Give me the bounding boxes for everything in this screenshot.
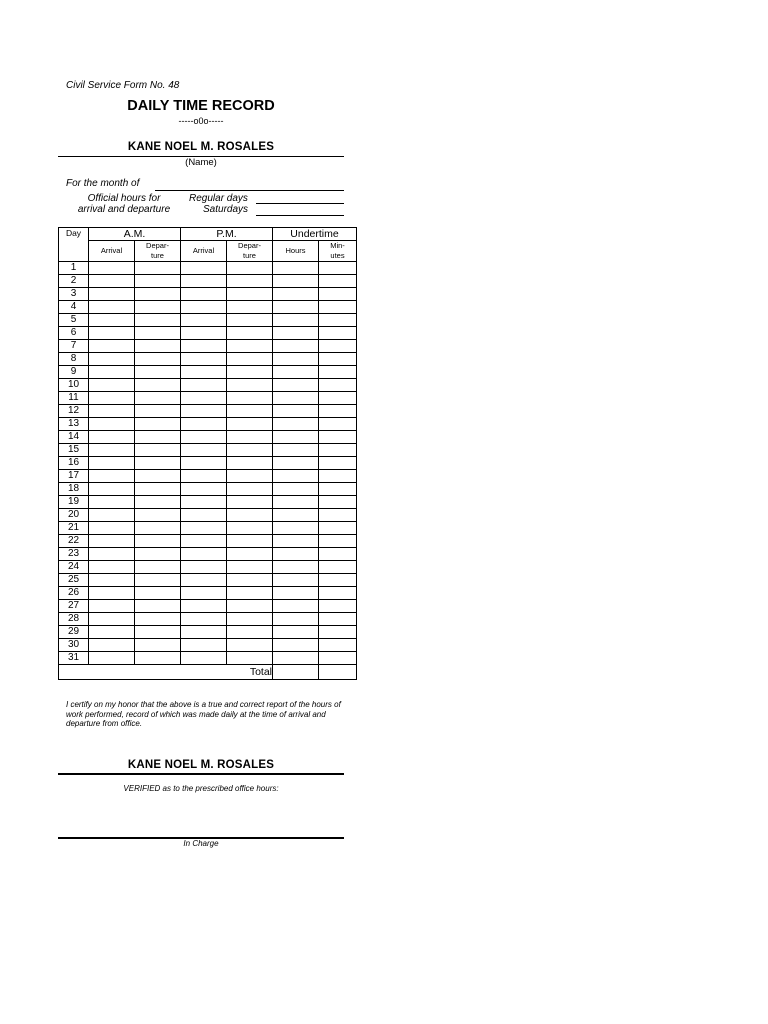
pm-arrival-cell[interactable] [181, 366, 227, 379]
day-number: 17 [59, 470, 89, 483]
am-arrival-cell[interactable] [89, 366, 135, 379]
day-number: 2 [59, 275, 89, 288]
am-departure-cell[interactable] [135, 353, 181, 366]
day-number: 12 [59, 405, 89, 418]
table-row [59, 444, 357, 457]
pm-arrival-cell[interactable] [181, 379, 227, 392]
pm-departure-cell[interactable] [227, 496, 273, 509]
table-row [59, 483, 357, 496]
am-departure-cell[interactable] [135, 366, 181, 379]
pm-departure-cell[interactable] [227, 353, 273, 366]
am-departure-cell[interactable] [135, 288, 181, 301]
table-row [59, 275, 357, 288]
pm-departure-cell[interactable] [227, 535, 273, 548]
pm-departure-cell[interactable] [227, 483, 273, 496]
day-number: 13 [59, 418, 89, 431]
undertime-hours-cell[interactable] [273, 444, 319, 457]
am-arrival-cell[interactable] [89, 639, 135, 652]
table-row [59, 392, 357, 405]
pm-arrival-cell[interactable] [181, 600, 227, 613]
total-hours-cell[interactable] [273, 665, 319, 680]
undertime-minutes-cell[interactable] [319, 457, 357, 470]
pm-arrival-cell[interactable] [181, 587, 227, 600]
am-arrival-cell[interactable] [89, 431, 135, 444]
pm-departure-cell[interactable] [227, 275, 273, 288]
am-departure-cell[interactable] [135, 327, 181, 340]
undertime-minutes-header: Min- utes [319, 241, 357, 262]
signature-line [58, 773, 344, 775]
day-number: 6 [59, 327, 89, 340]
undertime-minutes-cell[interactable] [319, 392, 357, 405]
am-departure-cell[interactable] [135, 613, 181, 626]
day-number: 28 [59, 613, 89, 626]
table-row [59, 574, 357, 587]
am-departure-cell[interactable] [135, 561, 181, 574]
table-row [59, 496, 357, 509]
am-arrival-cell[interactable] [89, 626, 135, 639]
undertime-minutes-cell[interactable] [319, 431, 357, 444]
am-arrival-cell[interactable] [89, 418, 135, 431]
undertime-minutes-cell[interactable] [319, 613, 357, 626]
undertime-minutes-cell[interactable] [319, 639, 357, 652]
pm-departure-cell[interactable] [227, 431, 273, 444]
undertime-minutes-cell[interactable] [319, 535, 357, 548]
am-arrival-cell[interactable] [89, 574, 135, 587]
undertime-hours-cell[interactable] [273, 262, 319, 275]
am-arrival-cell[interactable] [89, 600, 135, 613]
am-departure-cell[interactable] [135, 600, 181, 613]
undertime-minutes-cell[interactable] [319, 327, 357, 340]
official-hours-label-line1: Official hours for [87, 193, 161, 204]
pm-arrival-header: Arrival [181, 241, 227, 262]
day-number: 16 [59, 457, 89, 470]
pm-arrival-cell[interactable] [181, 652, 227, 665]
undertime-hours-cell[interactable] [273, 600, 319, 613]
undertime-hours-cell[interactable] [273, 327, 319, 340]
pm-arrival-cell[interactable] [181, 457, 227, 470]
pm-arrival-cell[interactable] [181, 496, 227, 509]
pm-departure-cell[interactable] [227, 301, 273, 314]
pm-departure-cell[interactable] [227, 314, 273, 327]
pm-arrival-cell[interactable] [181, 561, 227, 574]
table-row [59, 366, 357, 379]
pm-arrival-cell[interactable] [181, 314, 227, 327]
pm-departure-cell[interactable] [227, 561, 273, 574]
am-departure-cell[interactable] [135, 470, 181, 483]
month-label: For the month of [66, 178, 140, 189]
undertime-header: Undertime [273, 228, 357, 241]
day-number: 8 [59, 353, 89, 366]
am-departure-cell[interactable] [135, 431, 181, 444]
undertime-hours-cell[interactable] [273, 275, 319, 288]
am-departure-cell[interactable] [135, 496, 181, 509]
pm-arrival-cell[interactable] [181, 470, 227, 483]
am-departure-cell[interactable] [135, 652, 181, 665]
pm-departure-cell[interactable] [227, 288, 273, 301]
total-row-blank [59, 665, 227, 680]
day-number: 21 [59, 522, 89, 535]
undertime-hours-cell[interactable] [273, 288, 319, 301]
am-departure-cell[interactable] [135, 587, 181, 600]
table-row [59, 561, 357, 574]
undertime-minutes-cell[interactable] [319, 496, 357, 509]
table-row [59, 405, 357, 418]
pm-arrival-cell[interactable] [181, 288, 227, 301]
undertime-minutes-cell[interactable] [319, 340, 357, 353]
name-caption: (Name) [185, 157, 217, 168]
am-arrival-cell[interactable] [89, 522, 135, 535]
undertime-minutes-cell[interactable] [319, 561, 357, 574]
am-arrival-cell[interactable] [89, 314, 135, 327]
am-arrival-cell[interactable] [89, 613, 135, 626]
pm-departure-cell[interactable] [227, 262, 273, 275]
am-arrival-cell[interactable] [89, 340, 135, 353]
undertime-hours-cell[interactable] [273, 652, 319, 665]
time-record-table [58, 227, 357, 680]
undertime-hours-cell[interactable] [273, 470, 319, 483]
undertime-hours-cell[interactable] [273, 418, 319, 431]
am-departure-cell[interactable] [135, 301, 181, 314]
pm-arrival-cell[interactable] [181, 275, 227, 288]
am-departure-cell[interactable] [135, 444, 181, 457]
day-number: 14 [59, 431, 89, 444]
day-number: 15 [59, 444, 89, 457]
in-charge-label: In Charge [183, 839, 219, 848]
undertime-minutes-cell[interactable] [319, 275, 357, 288]
day-column-header: Day [59, 228, 89, 262]
day-number: 5 [59, 314, 89, 327]
undertime-minutes-cell[interactable] [319, 353, 357, 366]
table-row [59, 613, 357, 626]
am-departure-cell[interactable] [135, 483, 181, 496]
pm-departure-cell[interactable] [227, 639, 273, 652]
pm-departure-cell[interactable] [227, 522, 273, 535]
day-number: 4 [59, 301, 89, 314]
undertime-hours-cell[interactable] [273, 561, 319, 574]
pm-departure-cell[interactable] [227, 548, 273, 561]
form-number: Civil Service Form No. 48 [66, 80, 180, 91]
undertime-minutes-cell[interactable] [319, 288, 357, 301]
am-departure-cell[interactable] [135, 639, 181, 652]
undertime-minutes-cell[interactable] [319, 379, 357, 392]
am-departure-cell[interactable] [135, 535, 181, 548]
undertime-hours-cell[interactable] [273, 301, 319, 314]
undertime-minutes-cell[interactable] [319, 262, 357, 275]
pm-departure-cell[interactable] [227, 379, 273, 392]
pm-arrival-cell[interactable] [181, 340, 227, 353]
pm-departure-cell[interactable] [227, 574, 273, 587]
pm-arrival-cell[interactable] [181, 444, 227, 457]
am-arrival-cell[interactable] [89, 483, 135, 496]
undertime-hours-cell[interactable] [273, 522, 319, 535]
am-arrival-cell[interactable] [89, 509, 135, 522]
day-number: 23 [59, 548, 89, 561]
table-row [59, 509, 357, 522]
am-arrival-cell[interactable] [89, 288, 135, 301]
undertime-minutes-cell[interactable] [319, 600, 357, 613]
total-minutes-cell[interactable] [319, 665, 357, 680]
am-departure-cell[interactable] [135, 314, 181, 327]
undertime-hours-cell[interactable] [273, 353, 319, 366]
undertime-hours-cell[interactable] [273, 639, 319, 652]
total-label: Total [227, 665, 273, 680]
undertime-minutes-cell[interactable] [319, 483, 357, 496]
pm-arrival-cell[interactable] [181, 483, 227, 496]
official-hours-label-line2: arrival and departure [77, 204, 171, 215]
table-row [59, 522, 357, 535]
undertime-hours-cell[interactable] [273, 626, 319, 639]
day-number: 24 [59, 561, 89, 574]
undertime-minutes-cell[interactable] [319, 301, 357, 314]
pm-departure-cell[interactable] [227, 457, 273, 470]
am-arrival-cell[interactable] [89, 405, 135, 418]
pm-header: P.M. [181, 228, 273, 241]
table-row [59, 379, 357, 392]
table-row [59, 327, 357, 340]
table-row [59, 470, 357, 483]
pm-departure-cell[interactable] [227, 340, 273, 353]
day-number: 10 [59, 379, 89, 392]
pm-departure-cell[interactable] [227, 392, 273, 405]
undertime-minutes-cell[interactable] [319, 587, 357, 600]
pm-departure-cell[interactable] [227, 444, 273, 457]
pm-departure-cell[interactable] [227, 600, 273, 613]
pm-arrival-cell[interactable] [181, 574, 227, 587]
am-departure-header: Depar- ture [135, 241, 181, 262]
pm-arrival-cell[interactable] [181, 327, 227, 340]
undertime-minutes-cell[interactable] [319, 314, 357, 327]
am-arrival-cell[interactable] [89, 327, 135, 340]
pm-arrival-cell[interactable] [181, 431, 227, 444]
am-departure-cell[interactable] [135, 457, 181, 470]
am-departure-cell[interactable] [135, 548, 181, 561]
day-number: 1 [59, 262, 89, 275]
am-header: A.M. [89, 228, 181, 241]
pm-departure-cell[interactable] [227, 613, 273, 626]
pm-arrival-cell[interactable] [181, 639, 227, 652]
day-rows [59, 262, 357, 665]
am-arrival-cell[interactable] [89, 548, 135, 561]
table-row [59, 652, 357, 665]
am-arrival-cell[interactable] [89, 652, 135, 665]
undertime-hours-cell[interactable] [273, 613, 319, 626]
am-arrival-cell[interactable] [89, 561, 135, 574]
saturdays-field-line[interactable] [256, 215, 344, 216]
day-number: 18 [59, 483, 89, 496]
pm-departure-header: Depar- ture [227, 241, 273, 262]
table-row [59, 548, 357, 561]
pm-departure-cell[interactable] [227, 418, 273, 431]
am-departure-cell[interactable] [135, 392, 181, 405]
pm-departure-cell[interactable] [227, 327, 273, 340]
pm-arrival-cell[interactable] [181, 613, 227, 626]
am-departure-cell[interactable] [135, 574, 181, 587]
am-departure-cell[interactable] [135, 418, 181, 431]
undertime-hours-cell[interactable] [273, 574, 319, 587]
pm-departure-cell[interactable] [227, 509, 273, 522]
pm-arrival-cell[interactable] [181, 392, 227, 405]
am-arrival-cell[interactable] [89, 470, 135, 483]
undertime-hours-cell[interactable] [273, 457, 319, 470]
table-row [59, 626, 357, 639]
undertime-hours-cell[interactable] [273, 587, 319, 600]
signatory-name: KANE NOEL M. ROSALES [127, 759, 275, 771]
pm-arrival-cell[interactable] [181, 405, 227, 418]
day-number: 26 [59, 587, 89, 600]
day-number: 9 [59, 366, 89, 379]
pm-arrival-cell[interactable] [181, 626, 227, 639]
table-row [59, 340, 357, 353]
undertime-hours-cell[interactable] [273, 535, 319, 548]
am-departure-cell[interactable] [135, 522, 181, 535]
day-number: 7 [59, 340, 89, 353]
table-row [59, 418, 357, 431]
pm-arrival-cell[interactable] [181, 522, 227, 535]
undertime-minutes-cell[interactable] [319, 470, 357, 483]
table-row [59, 457, 357, 470]
day-number: 19 [59, 496, 89, 509]
am-departure-cell[interactable] [135, 405, 181, 418]
pm-arrival-cell[interactable] [181, 262, 227, 275]
table-row [59, 262, 357, 275]
table-row [59, 288, 357, 301]
am-arrival-cell[interactable] [89, 444, 135, 457]
regular-days-field-line[interactable] [256, 203, 344, 204]
pm-arrival-cell[interactable] [181, 548, 227, 561]
pm-departure-cell[interactable] [227, 587, 273, 600]
am-departure-cell[interactable] [135, 275, 181, 288]
am-arrival-header: Arrival [89, 241, 135, 262]
regular-days-label: Regular days [189, 193, 248, 204]
certification-text: I certify on my honor that the above is a true and correct report of the hours of work performed, record of which was made daily at the time of arrival and departure from office. [66, 700, 341, 728]
undertime-hours-cell[interactable] [273, 392, 319, 405]
title-separator: -----o0o----- [178, 116, 224, 126]
saturdays-label: Saturdays [203, 204, 249, 215]
table-row [59, 535, 357, 548]
am-arrival-cell[interactable] [89, 392, 135, 405]
verified-text: VERIFIED as to the prescribed office hours: [123, 784, 279, 793]
am-arrival-cell[interactable] [89, 275, 135, 288]
table-row [59, 639, 357, 652]
day-number: 30 [59, 639, 89, 652]
undertime-minutes-cell[interactable] [319, 652, 357, 665]
pm-arrival-cell[interactable] [181, 301, 227, 314]
day-number: 11 [59, 392, 89, 405]
month-field-line[interactable] [155, 190, 344, 191]
employee-name: KANE NOEL M. ROSALES [127, 141, 275, 153]
undertime-hours-cell[interactable] [273, 431, 319, 444]
table-row [59, 587, 357, 600]
undertime-minutes-cell[interactable] [319, 405, 357, 418]
am-arrival-cell[interactable] [89, 587, 135, 600]
undertime-minutes-cell[interactable] [319, 522, 357, 535]
am-arrival-cell[interactable] [89, 379, 135, 392]
undertime-hours-cell[interactable] [273, 314, 319, 327]
am-departure-cell[interactable] [135, 262, 181, 275]
day-number: 25 [59, 574, 89, 587]
undertime-minutes-cell[interactable] [319, 509, 357, 522]
pm-departure-cell[interactable] [227, 405, 273, 418]
am-arrival-cell[interactable] [89, 535, 135, 548]
am-departure-cell[interactable] [135, 340, 181, 353]
undertime-hours-header: Hours [273, 241, 319, 262]
pm-departure-cell[interactable] [227, 626, 273, 639]
table-row [59, 353, 357, 366]
day-number: 20 [59, 509, 89, 522]
undertime-hours-cell[interactable] [273, 340, 319, 353]
undertime-hours-cell[interactable] [273, 509, 319, 522]
pm-arrival-cell[interactable] [181, 535, 227, 548]
day-number: 27 [59, 600, 89, 613]
document-title: DAILY TIME RECORD [127, 98, 275, 114]
pm-departure-cell[interactable] [227, 470, 273, 483]
day-number: 3 [59, 288, 89, 301]
pm-departure-cell[interactable] [227, 652, 273, 665]
day-number: 31 [59, 652, 89, 665]
undertime-hours-cell[interactable] [273, 483, 319, 496]
undertime-minutes-cell[interactable] [319, 418, 357, 431]
table-row [59, 314, 357, 327]
am-arrival-cell[interactable] [89, 457, 135, 470]
undertime-minutes-cell[interactable] [319, 548, 357, 561]
undertime-minutes-cell[interactable] [319, 366, 357, 379]
undertime-minutes-cell[interactable] [319, 626, 357, 639]
undertime-hours-cell[interactable] [273, 366, 319, 379]
pm-departure-cell[interactable] [227, 366, 273, 379]
undertime-hours-cell[interactable] [273, 548, 319, 561]
undertime-minutes-cell[interactable] [319, 574, 357, 587]
am-departure-cell[interactable] [135, 379, 181, 392]
am-departure-cell[interactable] [135, 626, 181, 639]
am-arrival-cell[interactable] [89, 353, 135, 366]
day-number: 22 [59, 535, 89, 548]
am-departure-cell[interactable] [135, 509, 181, 522]
am-arrival-cell[interactable] [89, 301, 135, 314]
table-row [59, 431, 357, 444]
undertime-minutes-cell[interactable] [319, 444, 357, 457]
am-arrival-cell[interactable] [89, 496, 135, 509]
am-arrival-cell[interactable] [89, 262, 135, 275]
pm-arrival-cell[interactable] [181, 509, 227, 522]
undertime-hours-cell[interactable] [273, 496, 319, 509]
undertime-hours-cell[interactable] [273, 405, 319, 418]
pm-arrival-cell[interactable] [181, 418, 227, 431]
table-row [59, 301, 357, 314]
day-number: 29 [59, 626, 89, 639]
table-row [59, 600, 357, 613]
undertime-hours-cell[interactable] [273, 379, 319, 392]
pm-arrival-cell[interactable] [181, 353, 227, 366]
